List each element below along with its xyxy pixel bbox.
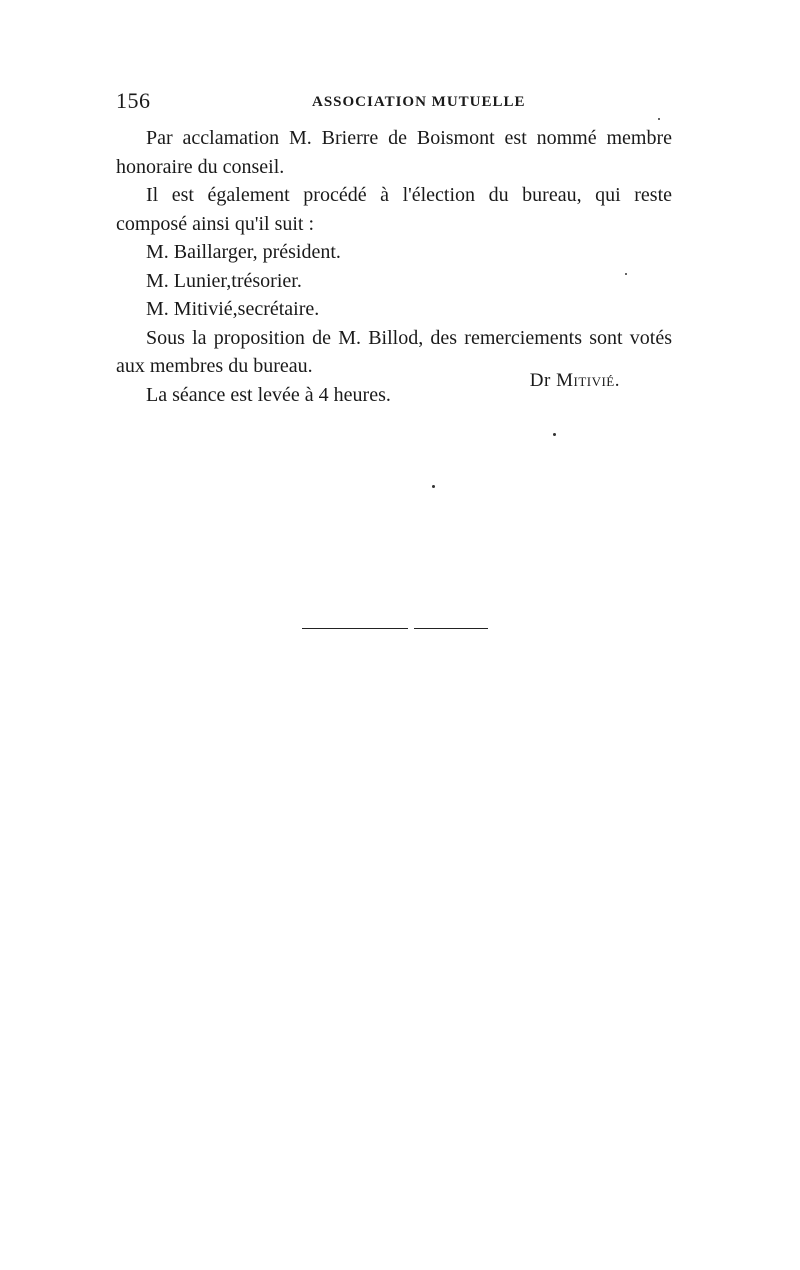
page-number: 156 (116, 88, 151, 113)
running-head: ASSOCIATION MUTUELLE (312, 94, 526, 110)
list-line: M. Mitivié,secrétaire. (146, 298, 320, 320)
signature-name: Mitivié. (556, 370, 620, 391)
list-line: M. Lunier,trésorier. (146, 269, 302, 292)
paragraph-line: Sous la proposition de M. Billod, des remerciements sont votés (146, 326, 672, 349)
paragraph-line: composé ainsi qu'il suit : (116, 212, 315, 235)
ink-speck (658, 118, 660, 120)
end-rule-left (302, 628, 408, 629)
ink-speck (432, 485, 435, 488)
signature (530, 370, 620, 392)
list-line: M. Baillarger, président. (146, 241, 341, 263)
paragraph-line: Il est également procédé à l'élection du bureau, qui reste (146, 184, 672, 206)
paragraph-line: honoraire du conseil. (116, 155, 285, 178)
paragraph-line: La séance est levée à 4 heures. (146, 383, 391, 406)
ink-speck (553, 433, 556, 436)
end-rule-right (414, 628, 488, 629)
body-text (116, 124, 672, 409)
ink-speck (625, 273, 627, 275)
page-header (116, 88, 676, 118)
paragraph-line: aux membres du bureau. (116, 355, 313, 377)
paragraph-line: Par acclamation M. Brierre de Boismont est nommé membre (146, 127, 672, 149)
signature-prefix: Dr (529, 370, 551, 391)
